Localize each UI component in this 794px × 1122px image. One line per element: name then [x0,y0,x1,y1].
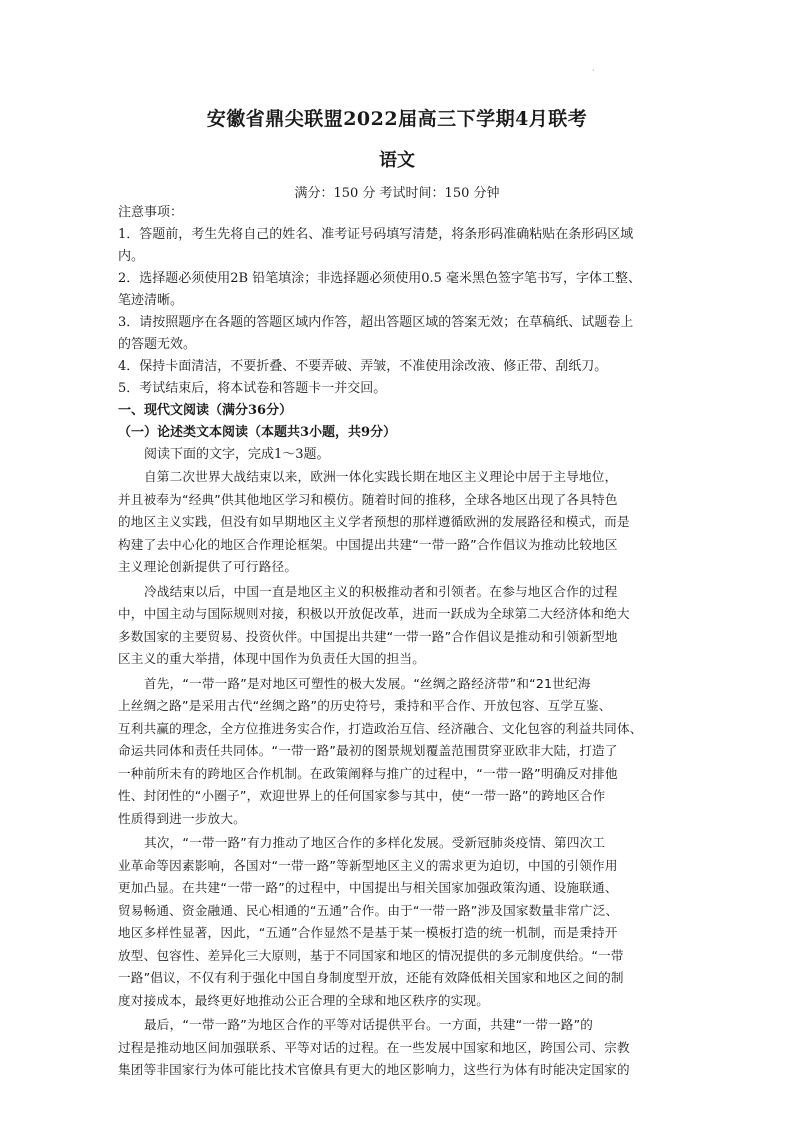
corner-dot: · [592,66,595,75]
note-line: 3．请按照题序在各题的答题区域内作答，超出答题区域的答案无效；在草稿纸、试题卷上 [118,315,634,330]
passage-line: 区主义的重大举措，体现中国作为负责任大国的担当。 [118,651,426,666]
passage-line: 过程是推动地区间加强联系、平等对话的过程。在一些发展中国家和地区，跨国公司、宗教 [118,1039,630,1055]
passage-line: 其次，“一带一路”有力推动了地区合作的多样化发展。受新冠肺炎疫情、第四次工 [144,835,606,850]
score-time-line: 满分：150 分 考试时间：150 分钟 [294,186,500,201]
note-line: 5．考试结束后，将本试卷和答题卡一并交回。 [118,381,387,396]
note-line: 4．保持卡面清洁，不要折叠、不要弄破、弄皱，不准使用涂改液、修正带、刮纸刀。 [118,359,608,374]
note-line: 内。 [118,249,145,264]
passage-line: 首先，“一带一路”是对地区可塑性的极大发展。“丝绸之路经济带”和“21世纪海 [144,675,591,691]
passage-line: 集团等非国家行为体可能比技术官僚具有更大的地区影响力，这些行为体有时能决定国家的 [118,1062,630,1077]
passage-line: 上丝绸之路”是采用古代“丝绸之路”的历史符号，秉持和平合作、开放包容、互学互鉴、 [118,698,612,713]
passage-line: 贸易畅通、资金融通、民心相通的“五通”合作。由于“一带一路”涉及国家数量非常广泛、 [118,902,619,918]
passage-line: 性、封闭性的“小圈子”，欢迎世界上的任何国家参与其中，使“一带一路”的跨地区合作 [118,788,606,803]
passage-line: 并且被奉为“经典”供其他地区学习和模仿。随着时间的推移，全球各地区出现了各具特色 [118,491,618,507]
reading-instruction: 阅读下面的文字，完成1～3题。 [144,447,330,462]
section-heading: 一、现代文阅读（满分36分） [118,403,293,418]
passage-line: 放型、包容性、差异化三大原则，基于不同国家和地区的情况提供的多元制度供给。“一带 [118,947,624,963]
passage-line: 构建了去中心化的地区合作理论框架。中国提出共建“一带一路”合作倡议为推动比较地区 [118,536,618,552]
note-line: 笔迹清晰。 [118,293,184,308]
passage-line: 度对接成本，最终更好地推动公正合理的全球和地区秩序的实现。 [118,992,490,1008]
passage-line: 主义理论创新提供了可行路径。 [118,559,298,574]
passage-line: 中，中国主动与国际规则对接，积极以开放促改革，进而一跃成为全球第二大经济体和绝大 [118,606,630,621]
passage-line: 性质得到进一步放大。 [118,810,246,826]
note-line: 1．答题前，考生先将自己的姓名、准考证号码填写清楚，将条形码准确粘贴在条形码区域 [118,227,634,242]
notes-block [118,202,678,400]
passage-paragraph [118,581,678,671]
passage-line: 业革命等因素影响，各国对“一带一路”等新型地区主义的需求更为迫切，中国的引领作用 [118,857,618,873]
passage-paragraph [118,673,678,831]
passage-line: 互利共赢的理念，全方位推进务实合作，打造政治互信、经济融合、文化包容的利益共同体、 [118,720,643,736]
note-line: 2．选择题必须使用2B 铅笔填涂；非选择题必须使用0.5 毫米黑色签字笔书写，字体工整、 [118,271,642,286]
passage-line: 自第二次世界大战结束以来，欧洲一体化实践长期在地区主义理论中居于主导地位， [144,469,618,484]
passage-line: 命运共同体和责任共同体。“一带一路”最初的图景规划覆盖范围贯穿亚欧非大陆，打造了 [118,743,618,758]
passage-paragraph [118,1014,678,1082]
passage-paragraph [118,466,678,579]
passage-line: 一种前所未有的跨地区合作机制。在政策阐释与推广的过程中，“一带一路”明确反对排他 [118,765,618,781]
passage-line: 更加凸显。在共建“一带一路”的过程中，中国提出与相关国家加强政策沟通、设施联通、 [118,880,618,895]
notes-heading: 注意事项： [118,205,184,220]
passage-line: 多数国家的主要贸易、投资伙伴。中国提出共建“一带一路”合作倡议是推动和引领新型地 [118,628,618,644]
exam-title: 安徽省鼎尖联盟2022届高三下学期4月联考 [206,108,588,130]
passage-line: 一路”倡议，不仅有利于强化中国自身制度型开放，还能有效降低相关国家和地区之间的制 [118,970,624,985]
subject-title: 语文 [379,150,415,171]
passage-line: 的地区主义实践，但没有如早期地区主义学者预想的那样遵循欧洲的发展路径和模式，而是 [118,514,630,529]
reading-passage [118,466,678,1082]
passage-line: 冷战结束以后，中国一直是地区主义的积极推动者和引领者。在参与地区合作的过程 [144,583,618,599]
note-line: 的答题无效。 [118,337,197,352]
passage-line: 最后，“一带一路”为地区合作的平等对话提供平台。一方面，共建“一带一路”的 [144,1017,594,1032]
subsection-heading: （一）论述类文本阅读（本题共3小题，共9分） [118,425,397,440]
exam-body [118,202,678,1084]
passage-paragraph [118,832,678,1012]
passage-line: 地区多样性显著，因此，“五通”合作显然不是基于某一模板打造的统一机制，而是秉持开 [118,925,618,940]
